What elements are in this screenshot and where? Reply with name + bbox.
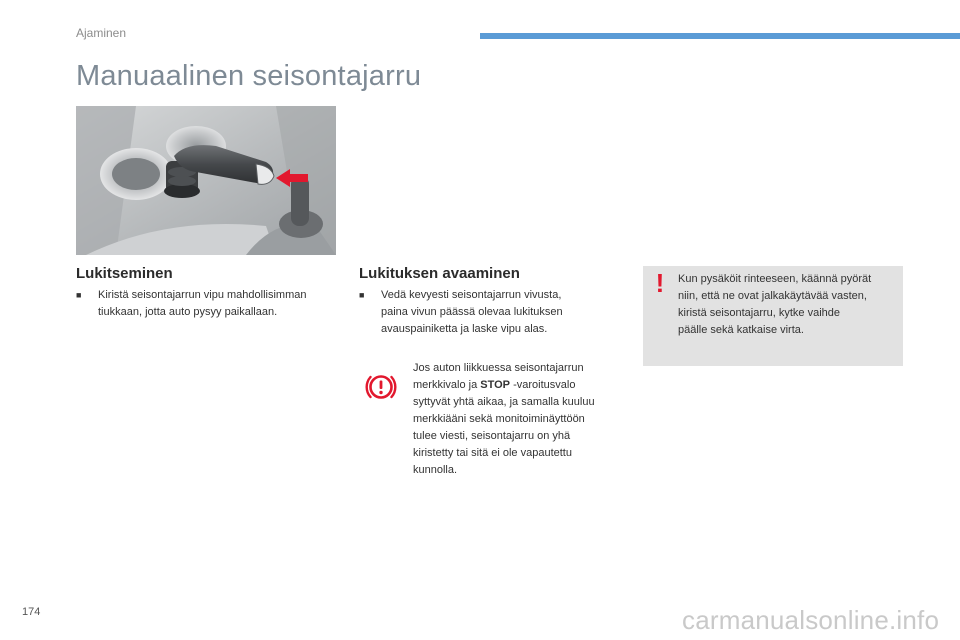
watermark: carmanualsonline.info <box>682 605 940 635</box>
exclamation-icon: ! <box>655 268 665 298</box>
warning-line-6: kiristetty tai sitä ei ole vapautettu <box>413 447 572 459</box>
page-title: Manuaalinen seisontajarru <box>76 60 422 92</box>
unlocking-line-3: avauspainiketta ja laske vipu alas. <box>381 323 548 335</box>
page-number: 174 <box>22 606 41 618</box>
tip-line-4: päälle sekä katkaise virta. <box>678 324 804 336</box>
warning-line-1: Jos auton liikkuessa seisontajarrun <box>413 362 584 374</box>
brake-warning-icon <box>364 370 398 404</box>
locking-line-1: Kiristä seisontajarrun vipu mahdollisimman <box>98 289 307 301</box>
unlocking-instruction <box>359 287 629 338</box>
warning-line-3: syttyvät yhtä aikaa, ja samalla kuuluu <box>413 396 595 408</box>
locking-line-2: tiukkaan, jotta auto pysyy paikallaan. <box>98 306 278 318</box>
warning-line-7: kunnolla. <box>413 464 458 476</box>
warning-note <box>413 360 623 479</box>
tip-line-3: kiristä seisontajarru, kytke vaihde <box>678 307 841 319</box>
locking-heading: Lukitseminen <box>76 265 173 282</box>
tip-text <box>678 271 896 339</box>
tip-line-1: Kun pysäköit rinteeseen, käännä pyörät <box>678 273 872 285</box>
locking-instruction <box>76 287 346 321</box>
stop-keyword: STOP <box>480 379 511 391</box>
header-accent-bar <box>480 33 960 39</box>
unlocking-line-1: Vedä kevyesti seisontajarrun vivusta, <box>381 289 562 301</box>
unlocking-heading: Lukituksen avaaminen <box>359 265 520 282</box>
parking-brake-illustration <box>76 106 336 255</box>
bullet-marker: ■ <box>76 290 82 300</box>
bullet-marker: ■ <box>359 290 365 300</box>
unlocking-line-2: paina vivun päässä olevaa lukituksen <box>381 306 563 318</box>
warning-line-2-post: -varoitusvalo <box>510 379 576 391</box>
warning-line-5: tulee viesti, seisontajarru on yhä <box>413 430 571 442</box>
warning-line-2-pre: merkkivalo ja <box>413 379 481 391</box>
section-label: Ajaminen <box>76 26 127 40</box>
warning-line-4: merkkiääni sekä monitoiminäyttöön <box>413 413 585 425</box>
tip-line-2: niin, että ne ovat jalkakäytävää vasten, <box>678 290 867 302</box>
parking-brake-figure <box>76 106 336 255</box>
